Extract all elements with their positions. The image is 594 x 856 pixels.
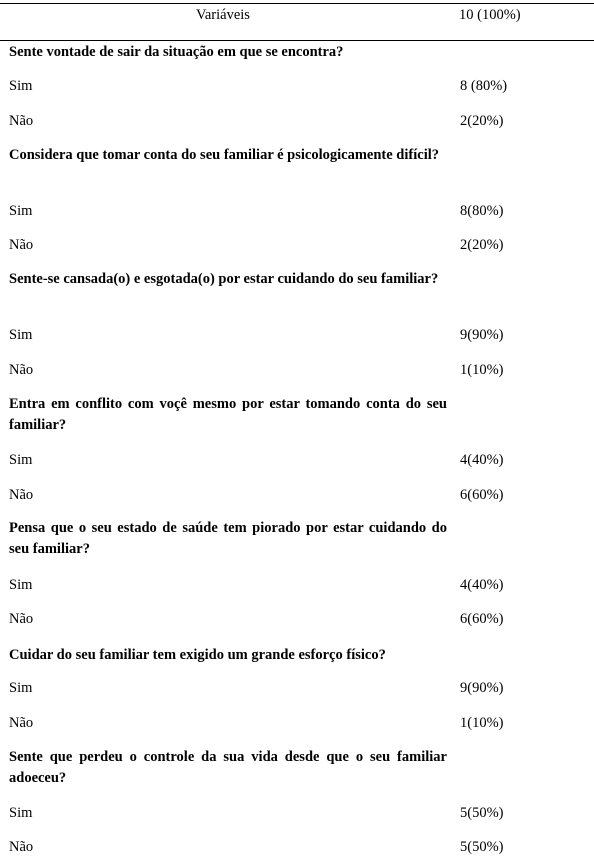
answer-value: 6(60%) (460, 611, 504, 627)
answer-label: Sim (9, 680, 33, 696)
answer-value: 1(10%) (460, 362, 504, 378)
answer-value: 9(90%) (460, 327, 504, 343)
answer-value: 1(10%) (460, 715, 504, 731)
answer-label: Sim (9, 203, 33, 219)
answer-label: Não (9, 113, 34, 129)
question-text: Sente vontade de sair da situação em que se encontra? (9, 44, 344, 60)
answer-label: Não (9, 839, 34, 855)
table-top-rule (0, 3, 594, 4)
answer-label: Sim (9, 577, 33, 593)
header-variable-label: Variáveis (196, 7, 250, 23)
answer-label: Não (9, 487, 34, 503)
question-text: Pensa que o seu estado de saúde tem piorado por estar cuidando do seu familiar? (9, 520, 447, 557)
question-text: Entra em conflito com voçê mesmo por estar tomando conta do seu familiar? (9, 396, 447, 433)
header-total-label: 10 (100%) (459, 7, 521, 23)
answer-value: 5(50%) (460, 839, 504, 855)
answer-label: Não (9, 611, 34, 627)
answer-value: 4(40%) (460, 577, 504, 593)
question-text: Cuidar do seu familiar tem exigido um grande esforço físico? (9, 647, 386, 663)
question-text: Sente que perdeu o controle da sua vida desde que o seu familiar adoeceu? (9, 749, 447, 786)
question-text: Sente-se cansada(o) e esgotada(o) por estar cuidando do seu familiar? (9, 271, 439, 287)
table-header-rule (0, 40, 594, 41)
answer-label: Não (9, 237, 34, 253)
answer-value: 4(40%) (460, 452, 504, 468)
answer-value: 9(90%) (460, 680, 504, 696)
answer-label: Não (9, 715, 34, 731)
answer-value: 6(60%) (460, 487, 504, 503)
answer-label: Sim (9, 78, 33, 94)
answer-value: 5(50%) (460, 805, 504, 821)
answer-label: Sim (9, 805, 33, 821)
answer-label: Sim (9, 327, 33, 343)
question-text: Considera que tomar conta do seu familiar é psicologicamente difícil? (9, 147, 440, 163)
answer-value: 2(20%) (460, 237, 504, 253)
answer-label: Não (9, 362, 34, 378)
answer-label: Sim (9, 452, 33, 468)
answer-value: 8(80%) (460, 203, 504, 219)
answer-value: 2(20%) (460, 113, 504, 129)
answer-value: 8 (80%) (460, 78, 508, 94)
